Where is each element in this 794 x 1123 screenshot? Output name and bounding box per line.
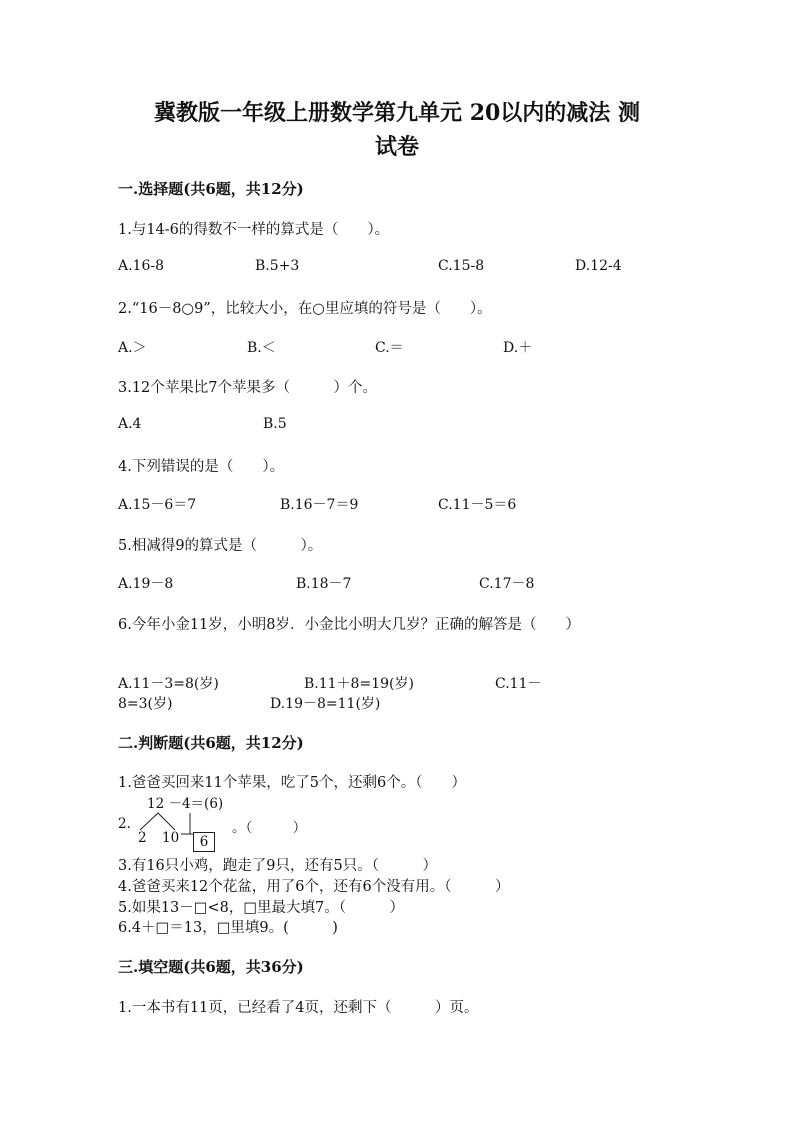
s1-q1-option-b: B.5+3 (255, 258, 300, 274)
section3-heading: 三.填空题(共6题，共36分) (118, 958, 304, 976)
s2-q5-text: 5.如果13－□<8，□里最大填7。（ ） (118, 900, 405, 916)
s2-q3-text: 3.有16只小鸡，跑走了9只，还有5只。（ ） (118, 858, 437, 874)
s3-q1-text: 1.一本书有11页，已经看了4页，还剩下（ ）页。 (118, 1000, 479, 1016)
s1-q3-option-a: A.4 (118, 416, 142, 432)
s1-q1-option-c: C.15-8 (438, 258, 485, 274)
s1-q6-text: 6.今年小金11岁，小明8岁．小金比小明大几岁？正确的解答是（ ） (118, 617, 581, 633)
s2-q2-number: 2. (118, 816, 131, 832)
s1-q4-option-c: C.11－5＝6 (438, 497, 517, 513)
s2-q2-tail: 。（ ） (232, 820, 307, 836)
s1-q2-option-b: B.＜ (247, 340, 276, 356)
s1-q6-option-a: A.11－3=8(岁) (118, 676, 219, 692)
s1-q5-option-b: B.18－7 (296, 576, 352, 592)
s2-q1-text: 1.爸爸买回来11个苹果，吃了5个，还剩6个。（ ） (118, 775, 466, 791)
s1-q2-option-d: D.＋ (503, 340, 533, 356)
s1-q4-option-b: B.16－7＝9 (280, 497, 359, 513)
s1-q5-text: 5.相减得9的算式是（ ）。 (118, 538, 323, 554)
s1-q1-option-a: A.16-8 (118, 258, 165, 274)
s1-q2-option-a: A.＞ (118, 340, 147, 356)
s1-q2-option-c: C.＝ (375, 340, 404, 356)
s1-q1-option-d: D.12-4 (575, 258, 622, 274)
s1-q4-text: 4.下列错误的是（ ）。 (118, 459, 285, 475)
s1-q3-text: 3.12个苹果比7个苹果多（ ）个。 (118, 380, 378, 396)
s2-q6-text: 6.4＋□＝13，□里填9。( ) (118, 920, 338, 936)
s1-q5-option-c: C.17－8 (479, 576, 535, 592)
section1-heading: 一.选择题(共6题，共12分) (118, 180, 304, 198)
s1-q6-option-c: C.11－ (495, 676, 542, 692)
s2-q2-equation: 12 －4＝(6) (147, 796, 224, 812)
s1-q1-text: 1.与14-6的得数不一样的算式是（ ）。 (118, 222, 390, 238)
s1-q6-option-b: B.11＋8=19(岁) (304, 676, 414, 692)
s2-q2-answer-box: 6 (193, 832, 215, 852)
s1-q6-option-c-cont: 8=3(岁) (118, 696, 173, 712)
exam-title-line2: 试卷 (374, 134, 419, 160)
s2-q2-mid-part: 10 (162, 830, 180, 846)
s2-q2-left-part: 2 (138, 830, 147, 846)
s1-q4-option-a: A.15－6＝7 (118, 497, 197, 513)
s1-q6-option-d: D.19－8=11(岁) (270, 696, 381, 712)
exam-title-line1: 冀教版一年级上册数学第九单元 20以内的减法 测 (154, 100, 640, 126)
s1-q3-option-b: B.5 (263, 416, 287, 432)
s1-q5-option-a: A.19－8 (118, 576, 174, 592)
section2-heading: 二.判断题(共6题，共12分) (118, 734, 304, 752)
s2-q4-text: 4.爸爸买来12个花盆，用了6个，还有6个没有用。（ ） (118, 879, 510, 895)
s1-q2-text: 2.“16－8○9”，比较大小，在○里应填的符号是（ ）。 (118, 301, 492, 317)
